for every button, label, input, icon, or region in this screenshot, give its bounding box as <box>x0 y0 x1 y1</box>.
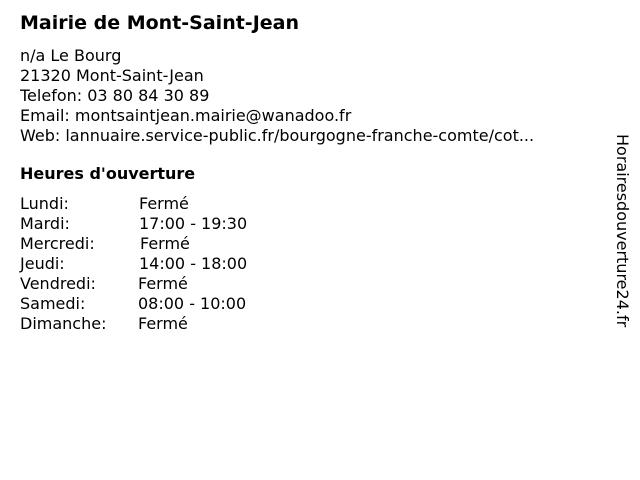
day-hours: Fermé <box>138 274 188 293</box>
day-hours: Fermé <box>140 234 190 253</box>
day-label: Samedi: <box>20 294 86 313</box>
day-label: Lundi: <box>20 194 69 213</box>
hours-heading: Heures d'ouverture <box>20 164 196 183</box>
hours-table <box>20 194 600 334</box>
day-hours: Fermé <box>139 194 189 213</box>
hours-row-vendredi <box>20 274 600 294</box>
street-line: n/a Le Bourg <box>20 46 122 65</box>
hours-row-mercredi <box>20 234 600 254</box>
day-hours: 08:00 - 10:00 <box>138 294 247 313</box>
day-label: Mercredi: <box>20 234 95 253</box>
day-hours: 14:00 - 18:00 <box>139 254 248 273</box>
business-card <box>20 10 600 334</box>
city-line: 21320 Mont-Saint-Jean <box>20 66 204 85</box>
hours-row-jeudi <box>20 254 600 274</box>
hours-row-lundi <box>20 194 600 214</box>
day-label: Dimanche: <box>20 314 107 333</box>
day-hours: 17:00 - 19:30 <box>139 214 248 233</box>
day-label: Mardi: <box>20 214 70 233</box>
phone-line: Telefon: 03 80 84 30 89 <box>20 86 210 105</box>
address-block <box>20 46 600 146</box>
hours-row-dimanche <box>20 314 600 334</box>
site-watermark: Horairesdouverture24.fr <box>613 134 632 328</box>
day-label: Jeudi: <box>20 254 65 273</box>
hours-row-samedi <box>20 294 600 314</box>
page-title: Mairie de Mont-Saint-Jean <box>20 12 299 34</box>
hours-row-mardi <box>20 214 600 234</box>
web-line: Web: lannuaire.service-public.fr/bourgogne-franche-comte/cot... <box>20 126 535 145</box>
email-line: Email: montsaintjean.mairie@wanadoo.fr <box>20 106 352 125</box>
day-label: Vendredi: <box>20 274 96 293</box>
day-hours: Fermé <box>138 314 188 333</box>
